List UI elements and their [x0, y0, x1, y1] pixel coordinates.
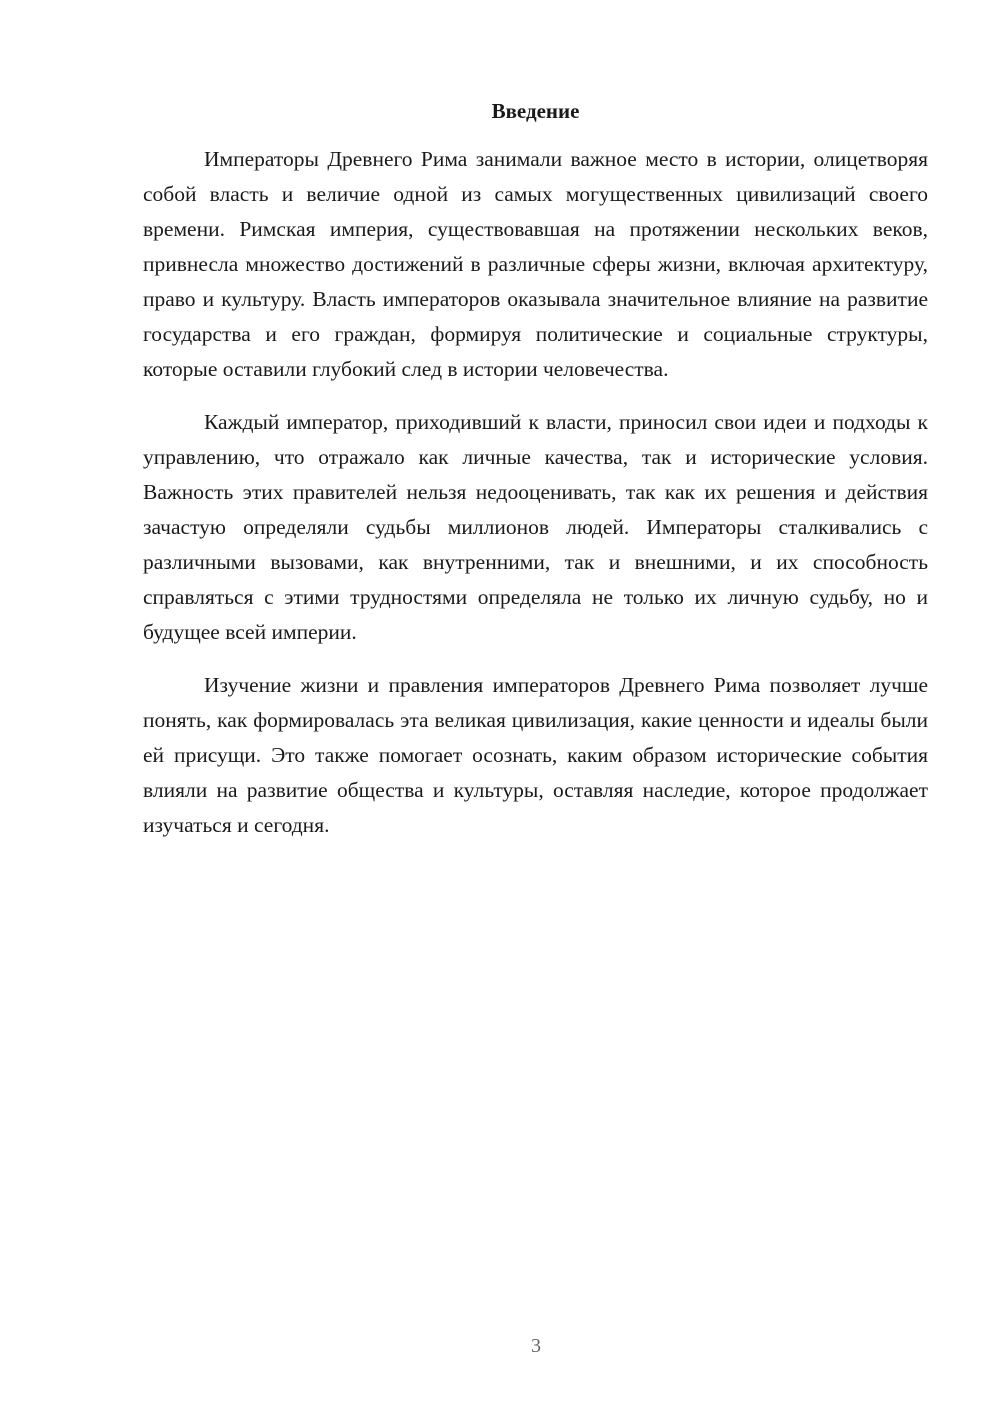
section-heading: Введение	[491, 99, 580, 123]
page-number: 3	[531, 1335, 541, 1357]
paragraph-1: Императоры Древнего Рима занимали важное место в истории, олицетворяя собой власть и величие одной из самых могущественных цивилизаций своего времени. Римская империя, существовавшая на протяжении нескольких веков, привнесла множество достижений в различные сферы жизни, включая архитектуру, право и культуру. Власть императоров оказывала значительное влияние на развитие государства и его граждан, формируя политические и социальные структуры, которые оставили глубокий след в истории человечества.	[143, 147, 928, 381]
paragraph-3: Изучение жизни и правления императоров Древнего Рима позволяет лучше понять, как формировалась эта великая цивилизация, какие ценности и идеалы были ей присущи. Это также помогает осознать, каким образом исторические события влияли на развитие общества и культуры, оставляя наследие, которое продолжает изучаться и сегодня.	[143, 673, 928, 837]
body-text	[143, 142, 928, 861]
paragraph-2: Каждый император, приходивший к власти, приносил свои идеи и подходы к управлению, что отражало как личные качества, так и исторические условия. Важность этих правителей нельзя недооценивать, так как их решения и действия зачастую определяли судьбы миллионов людей. Императоры сталкивались с различными вызовами, как внутренними, так и внешними, и их способность справляться с этими трудностями определяла не только их личную судьбу, но и будущее всей империи.	[143, 410, 928, 644]
